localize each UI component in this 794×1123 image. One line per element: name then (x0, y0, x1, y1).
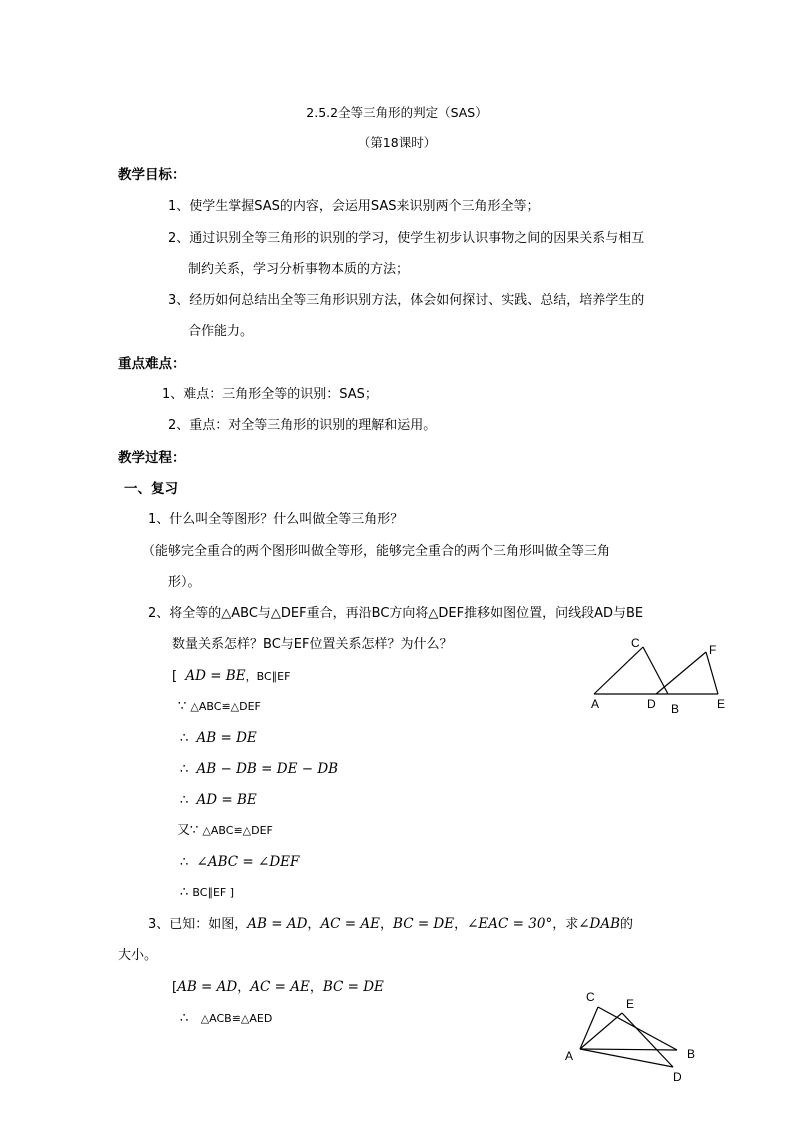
text: ，求 (552, 917, 579, 932)
label-b: B (687, 1047, 696, 1061)
text: ， (380, 917, 394, 932)
segment-ae (580, 1013, 622, 1049)
segment-fe (706, 652, 718, 694)
text: ， (454, 917, 468, 932)
bracket: [ (172, 980, 178, 995)
proof-line-7 (180, 853, 299, 872)
label-a: A (565, 1049, 574, 1063)
proof-line-4 (180, 760, 338, 779)
question-2-cont: 数量关系怎样？BC与EF位置关系怎样？为什么？ (172, 637, 453, 652)
math-expr: AB = DE (196, 730, 257, 746)
therefore-symbol: ∴ (180, 1011, 189, 1026)
label-e: E (717, 697, 726, 711)
therefore-symbol: ∴ (180, 855, 189, 870)
answer-1-cont: 形）。 (168, 575, 201, 590)
proof-line-5 (180, 791, 257, 810)
text: ， (309, 980, 323, 995)
key-point-item: 2、重点：对全等三角形的识别的理解和运用。 (168, 418, 437, 433)
segment-ac (594, 647, 643, 694)
figure-triangles-acb-aed (560, 985, 705, 1085)
text: 3、已知：如图， (148, 917, 248, 932)
goal-item: 制约关系，学习分析事物本质的方法； (188, 262, 410, 277)
key-point-item: 1、难点：三角形全等的识别：SAS； (162, 387, 378, 402)
label-b: B (671, 702, 680, 716)
segment-cb (598, 1007, 677, 1050)
text: BC∥EF ] (192, 886, 235, 899)
bracket: [ (172, 669, 178, 684)
process-heading: 教学过程： (118, 450, 186, 466)
page-subtitle: （第18课时） (357, 135, 437, 150)
math-expr: BC = DE (393, 916, 455, 932)
figure-triangles-abc-def (585, 632, 735, 717)
proof-line-6 (177, 822, 273, 840)
segment-ab (580, 1049, 677, 1050)
therefore-symbol: ∴ (180, 731, 189, 746)
text: ， (307, 917, 321, 932)
math-expr: BC = DE (322, 979, 384, 995)
goal-item: 2、通过识别全等三角形的识别的学习，使学生初步认识事物之间的因果关系与相互 (168, 231, 645, 246)
therefore-symbol: ∴ (180, 762, 189, 777)
label-f: F (709, 643, 717, 657)
segment-ac (580, 1007, 598, 1049)
math-expr: AD = BE (196, 792, 257, 808)
answer-3-line-2 (180, 1010, 272, 1028)
goal-item: 3、经历如何总结出全等三角形识别方法，体会如何探讨、实践、总结，培养学生的 (168, 293, 645, 308)
therefore-symbol: ∴ (180, 885, 189, 900)
proof-line-8 (180, 884, 234, 902)
math-expr: ∠DAB (578, 916, 621, 932)
answer-3-line-1 (172, 978, 384, 997)
text: △ABC≌△DEF (190, 700, 261, 713)
label-a: A (591, 697, 600, 711)
answer-1: （能够完全重合的两个图形叫做全等形，能够完全重合的两个三角形叫做全等三角 (142, 544, 611, 559)
review-heading: 一、复习 (124, 481, 178, 497)
text: ，BC∥EF (245, 670, 291, 683)
math-expr: AC = AE (250, 979, 310, 995)
math-expr: AB = AD (247, 916, 308, 932)
label-d: D (647, 697, 656, 711)
goals-heading: 教学目标： (118, 167, 186, 183)
goal-item: 1、使学生掌握SAS的内容，会运用SAS来识别两个三角形全等； (168, 199, 540, 214)
proof-line-1 (172, 667, 290, 686)
math-expr: ∠ABC = ∠DEF (196, 854, 300, 870)
math-expr: AC = AE (320, 916, 381, 932)
page-title: 2.5.2全等三角形的判定（SAS） (306, 105, 488, 120)
goal-item: 合作能力。 (188, 324, 254, 339)
text: △ACB≌△AED (200, 1012, 273, 1025)
proof-line-3 (180, 729, 257, 748)
label-c: C (586, 990, 595, 1004)
proof-line-2 (178, 698, 261, 716)
label-e: E (626, 997, 635, 1011)
question-3 (148, 915, 633, 934)
segment-df (656, 652, 706, 694)
label-c: C (631, 636, 640, 650)
question-2: 2、将全等的△ABC与△DEF重合，再沿BC方向将△DEF推移如图位置，问线段AD与BE (148, 606, 644, 621)
math-expr: AD = BE (185, 668, 246, 684)
text: △ABC≌△DEF (202, 824, 273, 837)
therefore-symbol: ∴ (180, 793, 189, 808)
question-3-cont: 大小。 (118, 948, 158, 963)
math-expr: AB = AD (177, 979, 238, 995)
math-expr: ∠EAC = 30° (467, 916, 553, 932)
because-symbol: ∵ (178, 699, 187, 714)
label-d: D (673, 1070, 682, 1084)
text: 的 (620, 917, 634, 932)
key-points-heading: 重点难点： (118, 356, 186, 372)
text: ， (237, 980, 251, 995)
because-symbol: 又∵ (177, 823, 199, 838)
question-1: 1、什么叫全等图形？什么叫做全等三角形？ (148, 512, 404, 527)
math-expr: AB − DB = DE − DB (196, 761, 339, 777)
